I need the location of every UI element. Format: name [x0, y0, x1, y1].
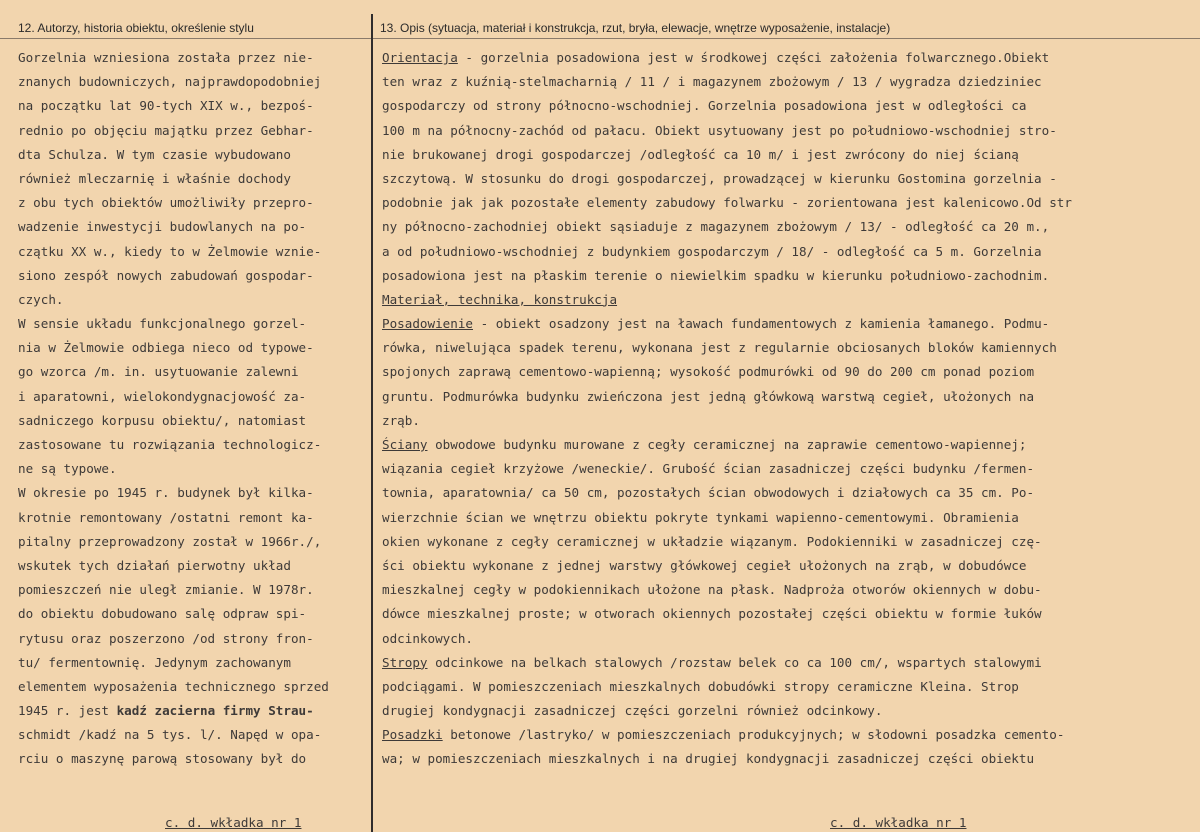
- header-rule: [0, 38, 1200, 39]
- subheading-stropy: Stropy: [382, 654, 428, 670]
- text-line: go wzorca /m. in. usytuowanie zalewni: [18, 364, 299, 380]
- text-line: [382, 723, 1197, 747]
- text-line: wskutek tych działań pierwotny układ: [18, 557, 291, 573]
- text-line: znanych budowniczych, najprawdopodobniej: [18, 74, 322, 90]
- text-line: dta Schulza. W tym czasie wybudowano: [18, 146, 291, 162]
- text-line: gospodarczy od strony północno-wschodniej. Gorzelnia posadowiona jest w odległości ca: [382, 98, 1027, 114]
- text-line: wa; w pomieszczeniach mieszkalnych i na drugiej kondygnacji zasadniczej części obiektu: [382, 751, 1035, 767]
- text-line: drugiej kondygnacji zasadniczej części gorzelni również odcinkowy.: [382, 703, 883, 719]
- text-line: spojonych zaprawą cementowo-wapienną; wysokość podmurówki od 90 do 200 cm ponad poziom: [382, 364, 1035, 380]
- text-line: czych.: [18, 291, 64, 307]
- text-line: W sensie układu funkcjonalnego gorzel-: [18, 316, 307, 332]
- text-line: tu/ fermentownię. Jedynym zachowanym: [18, 654, 291, 670]
- history-column: [18, 46, 368, 772]
- text-line: również mleczarnię i właśnie dochody: [18, 170, 291, 186]
- text-line: elementem wyposażenia technicznego sprzed: [18, 678, 329, 694]
- text-line: ści obiektu wykonane z jednej warstwy główkowej cegieł ułożonych na zrąb, w dobudówce: [382, 557, 1027, 573]
- text-line: ten wraz z kuźnią-stelmacharnią / 11 / i magazynem zbożowym / 13 / wygradza dziedziniec: [382, 74, 1042, 90]
- text-line: szczytową. W stosunku do drogi gospodarczej, prowadzącej w kierunku Gostomina gorzelnia -: [382, 170, 1057, 186]
- text-line: siono zespół nowych zabudowań gospodar-: [18, 267, 314, 283]
- text-line: W okresie po 1945 r. budynek był kilka-: [18, 485, 314, 501]
- text-span: - gorzelnia posadowiona jest w środkowej części założenia folwarcznego.Obiekt: [457, 50, 1050, 65]
- text-line: wadzenie inwestycji budowlanych na po-: [18, 219, 307, 235]
- text-line: dówce mieszkalnej proste; w otworach okiennych pozostałej części obiektu w formie łuków: [382, 606, 1042, 622]
- text-span: - obiekt osadzony jest na ławach fundamentowych z kamienia łamanego. Podmu-: [473, 316, 1050, 332]
- text-line: ne są typowe.: [18, 461, 117, 477]
- text-span: betonowe /lastryko/ w pomieszczeniach produkcyjnych; w słodowni posadzka cemento-: [442, 727, 1065, 743]
- text-line: nie brukowanej drogi gospodarczej /odległość ca 10 m/ i jest zwrócony do niej ścianą: [382, 146, 1019, 162]
- text-line: schmidt /kadź na 5 tys. l/. Napęd w opa-: [18, 727, 322, 743]
- section-13-header: 13. Opis (sytuacja, materiał i konstrukcja, rzut, bryła, elewacje, wnętrze wyposażenie, instalacje): [380, 21, 891, 35]
- text-line: townia, aparatownia/ ca 50 cm, pozostałych ścian obwodowych i działowych ca 35 cm. Po-: [382, 485, 1035, 501]
- text-line: a od południowo-wschodniej z budynkiem gospodarczym / 18/ - odległość ca 5 m. Gorzelnia: [382, 243, 1042, 259]
- text-line: 100 m na północny-zachód od pałacu. Obiekt usytuowany jest po południowo-wschodniej stro-: [382, 122, 1057, 138]
- text-line: wierzchnie ścian we wnętrzu obiektu pokryte tynkami wapienno-cementowymi. Obramienia: [382, 509, 1019, 525]
- bold-text-span: kadź zacierna firmy Strau-: [116, 703, 314, 719]
- text-line: rówka, niwelująca spadek terenu, wykonana jest z regularnie obciosanych bloków kamiennych: [382, 340, 1057, 356]
- text-line: [18, 699, 368, 723]
- subheading-posadowienie: Posadowienie: [382, 316, 473, 332]
- subheading-material: Materiał, technika, konstrukcja: [382, 291, 618, 307]
- text-line: do obiektu dobudowano salę odpraw spi-: [18, 606, 307, 622]
- description-column: [382, 46, 1197, 772]
- text-line: i aparatowni, wielokondygnacjowość za-: [18, 388, 307, 404]
- subheading-posadzki: Posadzki: [382, 727, 443, 743]
- text-line: pitalny przeprowadzony został w 1966r./,: [18, 533, 322, 549]
- text-line: pomieszczeń nie uległ zmianie. W 1978r.: [18, 582, 314, 598]
- section-12-header: 12. Autorzy, historia obiektu, określenie stylu: [18, 21, 254, 35]
- text-line: na początku lat 90-tych XIX w., bezpoś-: [18, 98, 314, 114]
- continuation-note-left: c. d. wkładka nr 1: [165, 815, 302, 830]
- text-line: odcinkowych.: [382, 630, 473, 646]
- text-line: [382, 651, 1197, 675]
- column-divider: [371, 14, 373, 832]
- text-line: rednio po objęciu majątku przez Gebhar-: [18, 122, 314, 138]
- text-line: krotnie remontowany /ostatni remont ka-: [18, 509, 314, 525]
- text-line: mieszkalnej cegły w podokiennikach ułożone na płask. Nadproża otworów okiennych w dobu-: [382, 582, 1042, 598]
- text-span: odcinkowe na belkach stalowych /rozstaw belek co ca 100 cm/, wspartych stalowymi: [427, 654, 1042, 670]
- subheading-sciany: Ściany: [382, 437, 428, 452]
- text-line: okien wykonane z cegły ceramicznej w układzie wiązanym. Podokienniki w zasadniczej czę-: [382, 533, 1042, 549]
- text-line: nia w Żelmowie odbiega nieco od typowe-: [18, 340, 314, 356]
- text-line: ny północno-zachodniej obiekt sąsiaduje z magazynem zbożowym / 13/ - odległość ca 20 m.,: [382, 219, 1050, 235]
- text-span: obwodowe budynku murowane z cegły ceramicznej na zaprawie cementowo-wapiennej;: [427, 437, 1027, 452]
- text-line: czątku XX w., kiedy to w Żelmowie wznie-: [18, 243, 322, 259]
- text-line: wiązania cegieł krzyżowe /weneckie/. Grubość ścian zasadniczej części budynku /fermen-: [382, 461, 1035, 477]
- text-line: podciągami. W pomieszczeniach mieszkalnych dobudówki stropy ceramiczne Kleina. Strop: [382, 678, 1019, 694]
- text-line: zrąb.: [382, 412, 420, 428]
- text-line: Gorzelnia wzniesiona została przez nie-: [18, 50, 314, 65]
- text-line: rytusu oraz poszerzono /od strony fron-: [18, 630, 314, 646]
- text-line: gruntu. Podmurówka budynku zwieńczona jest jedną główkową warstwą cegieł, ułożonych na: [382, 388, 1035, 404]
- text-line: [382, 433, 1197, 457]
- text-line: [382, 46, 1197, 70]
- continuation-note-right: c. d. wkładka nr 1: [830, 815, 967, 830]
- subheading-orientacja: Orientacja: [382, 50, 458, 65]
- text-line: z obu tych obiektów umożliwiły przepro-: [18, 195, 314, 211]
- text-line: [382, 312, 1197, 336]
- text-span: 1945 r. jest: [18, 703, 117, 719]
- text-line: podobnie jak jak pozostałe elementy zabudowy folwarku - zorientowana jest kalenicowo.Od str: [382, 195, 1072, 211]
- text-line: zastosowane tu rozwiązania technologicz-: [18, 437, 322, 452]
- text-line: posadowiona jest na płaskim terenie o niewielkim spadku w kierunku południowo-zachodnim.: [382, 267, 1050, 283]
- text-line: rciu o maszynę parową stosowany był do: [18, 751, 307, 767]
- text-line: sadniczego korpusu obiektu/, natomiast: [18, 412, 307, 428]
